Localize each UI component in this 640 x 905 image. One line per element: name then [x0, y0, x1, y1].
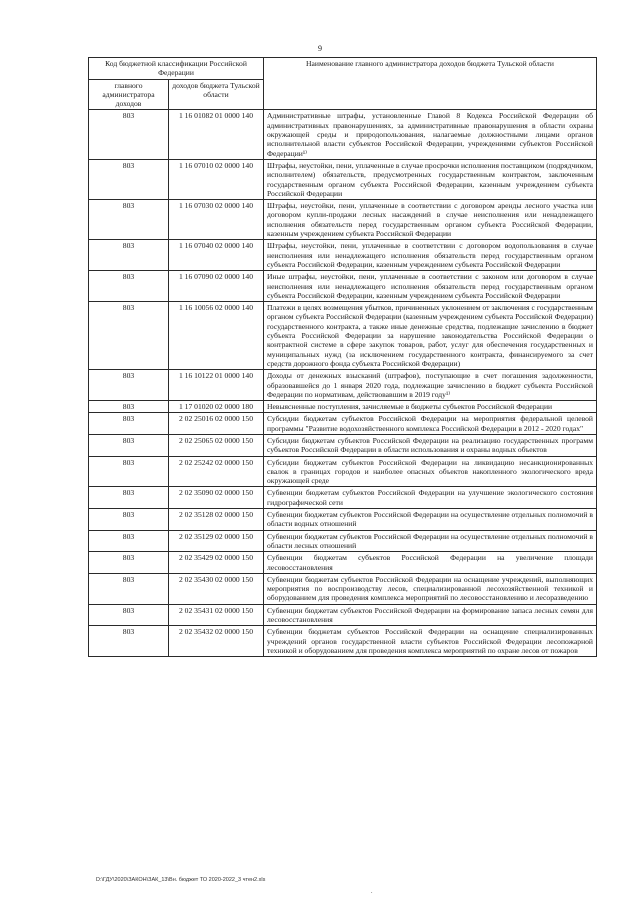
table-row — [89, 434, 597, 456]
revenue-classification-table — [88, 57, 597, 657]
revenue-name-cell: Субвенции бюджетам субъектов Российской Федерации на оснащение учреждений, выполняющих мероприятия по воспроизводству лесов, специализированной лесохозяйственной техникой и оборудованием для проведения комплекса мероприятий по лесовосстановлению и лесоразведению — [264, 573, 597, 604]
administrator-code-cell: 803 — [89, 200, 169, 240]
administrator-code-cell: 803 — [89, 552, 169, 574]
administrator-code-cell: 803 — [89, 302, 169, 370]
revenue-name-cell: Субвенции бюджетам субъектов Российской Федерации на оснащение специализированных учреждений органов государственной власти субъектов Российской Федерации лесопожарной техникой и оборудованием для проведения комплекса мероприятий по охране лесов от пожаров — [264, 626, 597, 657]
administrator-code-cell: 803 — [89, 413, 169, 435]
header-name-column: Наименование главного администратора доходов бюджета Тульской области — [264, 58, 597, 110]
revenue-name-cell: Субсидии бюджетам субъектов Российской Федерации на мероприятия федеральной целевой программы "Развитие водохозяйственного комплекса Российской Федерации в 2012 - 2020 годах" — [264, 413, 597, 435]
revenue-code-cell: 2 02 35431 02 0000 150 — [169, 604, 264, 626]
revenue-name-cell: Субвенции бюджетам субъектов Российской Федерации на улучшение экологического состояния гидрографической сети — [264, 487, 597, 509]
header-revenue-code-column: доходов бюджета Тульской области — [169, 79, 264, 110]
administrator-code-cell: 803 — [89, 401, 169, 413]
administrator-code-cell: 803 — [89, 604, 169, 626]
administrator-code-cell: 803 — [89, 370, 169, 401]
revenue-name-cell: Административные штрафы, установленные Главой 8 Кодекса Российской Федерации об административных правонарушениях, за административные правонарушения в области охраны окружающей среды и природопользования, налагаемые должностными лицами органов исполнительной власти субъектов Российской Федерации, учреждениями субъектов Российской Федерации¹⁾ — [264, 110, 597, 159]
revenue-code-cell: 2 02 35129 02 0000 150 — [169, 530, 264, 552]
revenue-code-cell: 1 16 07040 02 0000 140 — [169, 240, 264, 271]
table-header-row — [89, 58, 597, 80]
revenue-code-cell: 2 02 35090 02 0000 150 — [169, 487, 264, 509]
revenue-code-cell: 1 16 01082 01 0000 140 — [169, 110, 264, 159]
revenue-name-cell: Доходы от денежных взысканий (штрафов), поступающие в счет погашения задолженности, образовавшейся до 1 января 2020 года, подлежащие зачислению в бюджет субъекта Российской Федерации по нормативам, действовавшим в 2019 году¹⁾ — [264, 370, 597, 401]
revenue-code-cell: 1 16 10122 01 0000 140 — [169, 370, 264, 401]
table-row — [89, 604, 597, 626]
revenue-name-cell: Штрафы, неустойки, пени, уплаченные в соответствии с договором аренды лесного участка или договором купли-продажи лесных насаждений в случае неисполнения или ненадлежащего исполнения обязательств перед государственным органом субъекта Российской Федерации, казенным учреждением субъекта Российской Федерации — [264, 200, 597, 240]
revenue-code-cell: 2 02 25016 02 0000 150 — [169, 413, 264, 435]
revenue-code-cell: 1 16 10056 02 0000 140 — [169, 302, 264, 370]
revenue-code-cell: 2 02 35429 02 0000 150 — [169, 552, 264, 574]
file-path-footer: D:\ГДУ\2020\ЗАКОН\ЗАК_13\Вн. бюджет ТО 2020-2022_3 чтен2.xls — [96, 877, 266, 883]
administrator-code-cell: 803 — [89, 509, 169, 531]
table-row — [89, 200, 597, 240]
revenue-name-cell: Штрафы, неустойки, пени, уплаченные в соответствии с договором водопользования в случае неисполнения или ненадлежащего исполнения обязательств перед государственным органом субъекта Российской Федерации, казенным учреждением субъекта Российской Федерации — [264, 240, 597, 271]
table-row — [89, 271, 597, 302]
revenue-name-cell: Платежи в целях возмещения убытков, причиненных уклонением от заключения с государственным органом субъекта Российской Федерации (казенным учреждением субъекта Российской Федерации) государственного контракта, а также иные денежные средства, подлежащие зачислению в бюджет субъекта Российской Федерации за нарушение законодательства Российской Федерации о контрактной системе в сфере закупок товаров, работ, услуг для обеспечения государственных и муниципальных нужд (за исключением государственного контракта, финансируемого за счет средств дорожного фонда субъекта Российской Федерации) — [264, 302, 597, 370]
table-row — [89, 626, 597, 657]
header-group-budget-code: Код бюджетной классификации Российской Федерации — [89, 58, 264, 80]
table-row — [89, 573, 597, 604]
table-row — [89, 487, 597, 509]
revenue-name-cell: Невыясненные поступления, зачисляемые в бюджеты субъектов Российской Федерации — [264, 401, 597, 413]
administrator-code-cell: 803 — [89, 456, 169, 487]
revenue-code-cell: 2 02 35128 02 0000 150 — [169, 509, 264, 531]
table-row — [89, 401, 597, 413]
table-row — [89, 370, 597, 401]
table-row — [89, 552, 597, 574]
bottom-mark: . — [371, 889, 373, 895]
revenue-code-cell: 2 02 35430 02 0000 150 — [169, 573, 264, 604]
revenue-name-cell: Иные штрафы, неустойки, пени, уплаченные в соответствии с законом или договором в случае неисполнения или ненадлежащего исполнения обязательств перед государственным органом субъекта Российской Федерации, казенным учреждением субъекта Российской Федерации — [264, 271, 597, 302]
administrator-code-cell: 803 — [89, 434, 169, 456]
page-number: 9 — [318, 44, 322, 53]
revenue-name-cell: Субвенции бюджетам субъектов Российской Федерации на осуществление отдельных полномочий в области водных отношений — [264, 509, 597, 531]
table-row — [89, 110, 597, 159]
revenue-code-cell: 1 16 07090 02 0000 140 — [169, 271, 264, 302]
table-row — [89, 530, 597, 552]
table-row — [89, 413, 597, 435]
table-row — [89, 302, 597, 370]
revenue-code-cell: 2 02 25065 02 0000 150 — [169, 434, 264, 456]
revenue-name-cell: Субсидии бюджетам субъектов Российской Федерации на ликвидацию несанкционированных свалок в границах городов и наиболее опасных объектов накопленного экологического вреда окружающей среде — [264, 456, 597, 487]
revenue-name-cell: Субвенции бюджетам субъектов Российской Федерации на осуществление отдельных полномочий в области лесных отношений — [264, 530, 597, 552]
administrator-code-cell: 803 — [89, 530, 169, 552]
table-row — [89, 159, 597, 199]
revenue-name-cell: Субвенции бюджетам субъектов Российской Федерации на увеличение площади лесовосстановления — [264, 552, 597, 574]
table-row — [89, 456, 597, 487]
administrator-code-cell: 803 — [89, 487, 169, 509]
revenue-name-cell: Субвенции бюджетам субъектов Российской Федерации на формирование запаса лесных семян для лесовосстановления — [264, 604, 597, 626]
administrator-code-cell: 803 — [89, 271, 169, 302]
revenue-name-cell: Штрафы, неустойки, пени, уплаченные в случае просрочки исполнения поставщиком (подрядчиком, исполнителем) обязательств, предусмотренных государственным контрактом, заключенным государственным органом субъекта Российской Федерации, казенным учреждением субъекта Российской Федерации — [264, 159, 597, 199]
revenue-code-cell: 2 02 35432 02 0000 150 — [169, 626, 264, 657]
revenue-code-cell: 1 16 07030 02 0000 140 — [169, 200, 264, 240]
administrator-code-cell: 803 — [89, 573, 169, 604]
revenue-name-cell: Субсидии бюджетам субъектов Российской Федерации на реализацию государственных программ субъектов Российской Федерации в области использования и охраны водных объектов — [264, 434, 597, 456]
revenue-code-cell: 1 17 01020 02 0000 180 — [169, 401, 264, 413]
revenue-code-cell: 2 02 25242 02 0000 150 — [169, 456, 264, 487]
header-administrator-column: главного администратора доходов — [89, 79, 169, 110]
table-row — [89, 509, 597, 531]
revenue-code-cell: 1 16 07010 02 0000 140 — [169, 159, 264, 199]
administrator-code-cell: 803 — [89, 626, 169, 657]
table-row — [89, 240, 597, 271]
administrator-code-cell: 803 — [89, 110, 169, 159]
administrator-code-cell: 803 — [89, 240, 169, 271]
administrator-code-cell: 803 — [89, 159, 169, 199]
